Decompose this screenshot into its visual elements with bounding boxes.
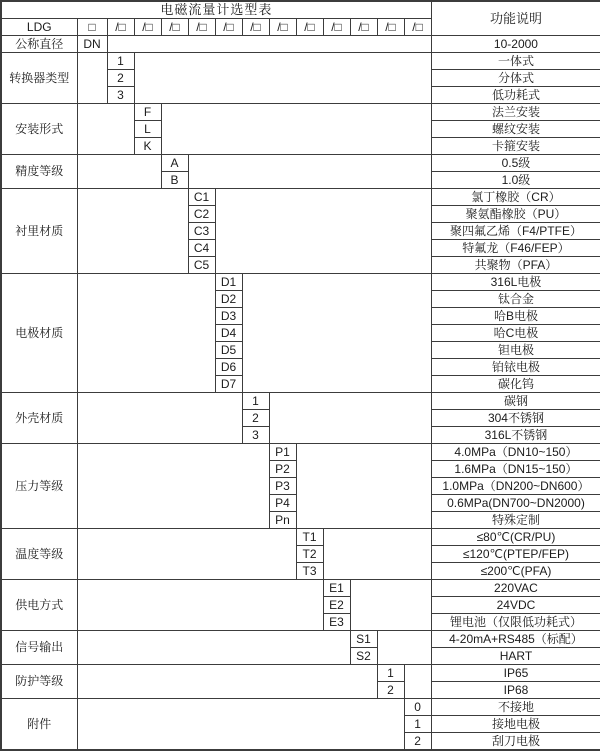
- title-row: [1, 1, 600, 19]
- code-cell: 1: [107, 53, 134, 70]
- section-row: [1, 155, 600, 172]
- code-cell: L: [134, 121, 161, 138]
- function-cell: 不接地: [431, 699, 600, 716]
- filler-cell: [161, 104, 431, 155]
- function-cell: 316L不锈钢: [431, 427, 600, 444]
- code-cell: C3: [188, 223, 215, 240]
- code-cell: K: [134, 138, 161, 155]
- filler-cell: [77, 274, 215, 393]
- function-column-header: 功能说明: [431, 1, 600, 36]
- code-cell: A: [161, 155, 188, 172]
- function-cell: 聚四氟乙烯（F4/PTFE）: [431, 223, 600, 240]
- filler-cell: [77, 53, 107, 104]
- function-cell: 接地电极: [431, 716, 600, 733]
- filler-cell: [107, 36, 431, 53]
- section-label: 电极材质: [1, 274, 77, 393]
- function-cell: 304不锈钢: [431, 410, 600, 427]
- digit-slot: /□: [269, 19, 296, 36]
- section-row: [1, 580, 600, 597]
- code-cell: 0: [404, 699, 431, 716]
- function-cell: 1.0MPa（DN200~DN600）: [431, 478, 600, 495]
- function-cell: 聚氨酯橡胶（PU）: [431, 206, 600, 223]
- code-cell: 1: [377, 665, 404, 682]
- function-cell: 316L电极: [431, 274, 600, 291]
- section-label: 公称直径: [1, 36, 77, 53]
- code-cell: DN: [77, 36, 107, 53]
- code-cell: P4: [269, 495, 296, 512]
- function-cell: 低功耗式: [431, 87, 600, 104]
- function-cell: 一体式: [431, 53, 600, 70]
- code-cell: C2: [188, 206, 215, 223]
- filler-cell: [215, 189, 431, 274]
- filler-cell: [77, 631, 350, 665]
- digit-slot: /□: [242, 19, 269, 36]
- function-cell: 碳化钨: [431, 376, 600, 393]
- filler-cell: [77, 104, 134, 155]
- section-label: 衬里材质: [1, 189, 77, 274]
- section-row: [1, 665, 600, 682]
- code-cell: 3: [242, 427, 269, 444]
- digit-slot: /□: [296, 19, 323, 36]
- digit-slot: /□: [350, 19, 377, 36]
- function-cell: 1.0级: [431, 172, 600, 189]
- function-cell: 4.0MPa（DN10~150）: [431, 444, 600, 461]
- code-cell: P2: [269, 461, 296, 478]
- code-cell: D4: [215, 325, 242, 342]
- function-cell: 10-2000: [431, 36, 600, 53]
- section-label: 附件: [1, 699, 77, 751]
- code-cell: C4: [188, 240, 215, 257]
- filler-cell: [377, 631, 431, 665]
- code-cell: D2: [215, 291, 242, 308]
- model-prefix: LDG: [1, 19, 77, 36]
- function-cell: 0.6MPa(DN700~DN2000): [431, 495, 600, 512]
- digit-slot: /□: [377, 19, 404, 36]
- function-cell: 1.6MPa（DN15~150）: [431, 461, 600, 478]
- code-cell: S2: [350, 648, 377, 665]
- digit-slot: /□: [404, 19, 431, 36]
- code-cell: C5: [188, 257, 215, 274]
- code-cell: 2: [242, 410, 269, 427]
- code-cell: 2: [107, 70, 134, 87]
- function-cell: 钛合金: [431, 291, 600, 308]
- filler-cell: [77, 155, 161, 189]
- box-slot: □: [77, 19, 107, 36]
- digit-slot: /□: [107, 19, 134, 36]
- section-row: [1, 529, 600, 546]
- filler-cell: [77, 189, 188, 274]
- section-label: 供电方式: [1, 580, 77, 631]
- filler-cell: [188, 155, 431, 189]
- function-cell: 刮刀电极: [431, 733, 600, 751]
- function-cell: 24VDC: [431, 597, 600, 614]
- filler-cell: [77, 444, 269, 529]
- function-cell: 碳钢: [431, 393, 600, 410]
- code-cell: E1: [323, 580, 350, 597]
- filler-cell: [242, 274, 431, 393]
- code-cell: 3: [107, 87, 134, 104]
- code-cell: T1: [296, 529, 323, 546]
- code-cell: E3: [323, 614, 350, 631]
- filler-cell: [134, 53, 431, 104]
- function-cell: 4-20mA+RS485（标配）: [431, 631, 600, 648]
- function-cell: ≤80℃(CR/PU): [431, 529, 600, 546]
- code-cell: D1: [215, 274, 242, 291]
- function-cell: 锂电池（仅限低功耗式）: [431, 614, 600, 631]
- filler-cell: [269, 393, 431, 444]
- function-cell: IP68: [431, 682, 600, 699]
- code-cell: P3: [269, 478, 296, 495]
- section-label: 安装形式: [1, 104, 77, 155]
- section-row: [1, 631, 600, 648]
- code-cell: D5: [215, 342, 242, 359]
- section-row: [1, 53, 600, 70]
- code-cell: 2: [377, 682, 404, 699]
- function-cell: 铂铱电极: [431, 359, 600, 376]
- code-cell: Pn: [269, 512, 296, 529]
- code-cell: 2: [404, 733, 431, 751]
- function-cell: 哈B电极: [431, 308, 600, 325]
- function-cell: 0.5级: [431, 155, 600, 172]
- section-label: 外壳材质: [1, 393, 77, 444]
- code-cell: C1: [188, 189, 215, 206]
- code-cell: 1: [404, 716, 431, 733]
- section-label: 信号输出: [1, 631, 77, 665]
- function-cell: 特殊定制: [431, 512, 600, 529]
- filler-cell: [77, 699, 404, 751]
- section-label: 压力等级: [1, 444, 77, 529]
- filler-cell: [404, 665, 431, 699]
- function-cell: 特氟龙（F46/FEP）: [431, 240, 600, 257]
- function-cell: ≤120℃(PTEP/FEP): [431, 546, 600, 563]
- section-row: [1, 36, 600, 53]
- function-cell: IP65: [431, 665, 600, 682]
- digit-slot: /□: [161, 19, 188, 36]
- section-row: [1, 699, 600, 716]
- function-cell: 法兰安装: [431, 104, 600, 121]
- table-title: 电磁流量计选型表: [1, 1, 431, 19]
- function-cell: 螺纹安装: [431, 121, 600, 138]
- code-cell: F: [134, 104, 161, 121]
- digit-slot: /□: [134, 19, 161, 36]
- function-cell: 共聚物（PFA）: [431, 257, 600, 274]
- code-cell: D3: [215, 308, 242, 325]
- filler-cell: [350, 580, 431, 631]
- function-cell: 钽电极: [431, 342, 600, 359]
- section-row: [1, 189, 600, 206]
- function-cell: 氯丁橡胶（CR）: [431, 189, 600, 206]
- filler-cell: [77, 580, 323, 631]
- function-cell: 哈C电极: [431, 325, 600, 342]
- code-cell: T2: [296, 546, 323, 563]
- code-cell: B: [161, 172, 188, 189]
- section-row: [1, 104, 600, 121]
- section-label: 防护等级: [1, 665, 77, 699]
- filler-cell: [77, 665, 377, 699]
- section-row: [1, 444, 600, 461]
- code-cell: T3: [296, 563, 323, 580]
- section-row: [1, 274, 600, 291]
- code-cell: 1: [242, 393, 269, 410]
- code-cell: D6: [215, 359, 242, 376]
- function-cell: 220VAC: [431, 580, 600, 597]
- code-cell: P1: [269, 444, 296, 461]
- section-label: 转换器类型: [1, 53, 77, 104]
- function-cell: ≤200℃(PFA): [431, 563, 600, 580]
- section-label: 精度等级: [1, 155, 77, 189]
- code-cell: D7: [215, 376, 242, 393]
- code-cell: E2: [323, 597, 350, 614]
- function-cell: 卡箍安装: [431, 138, 600, 155]
- digit-slot: /□: [188, 19, 215, 36]
- digit-slot: /□: [215, 19, 242, 36]
- filler-cell: [77, 529, 296, 580]
- filler-cell: [77, 393, 242, 444]
- code-cell: S1: [350, 631, 377, 648]
- section-row: [1, 393, 600, 410]
- function-cell: 分体式: [431, 70, 600, 87]
- section-label: 温度等级: [1, 529, 77, 580]
- filler-cell: [296, 444, 431, 529]
- filler-cell: [323, 529, 431, 580]
- digit-slot: /□: [323, 19, 350, 36]
- function-cell: HART: [431, 648, 600, 665]
